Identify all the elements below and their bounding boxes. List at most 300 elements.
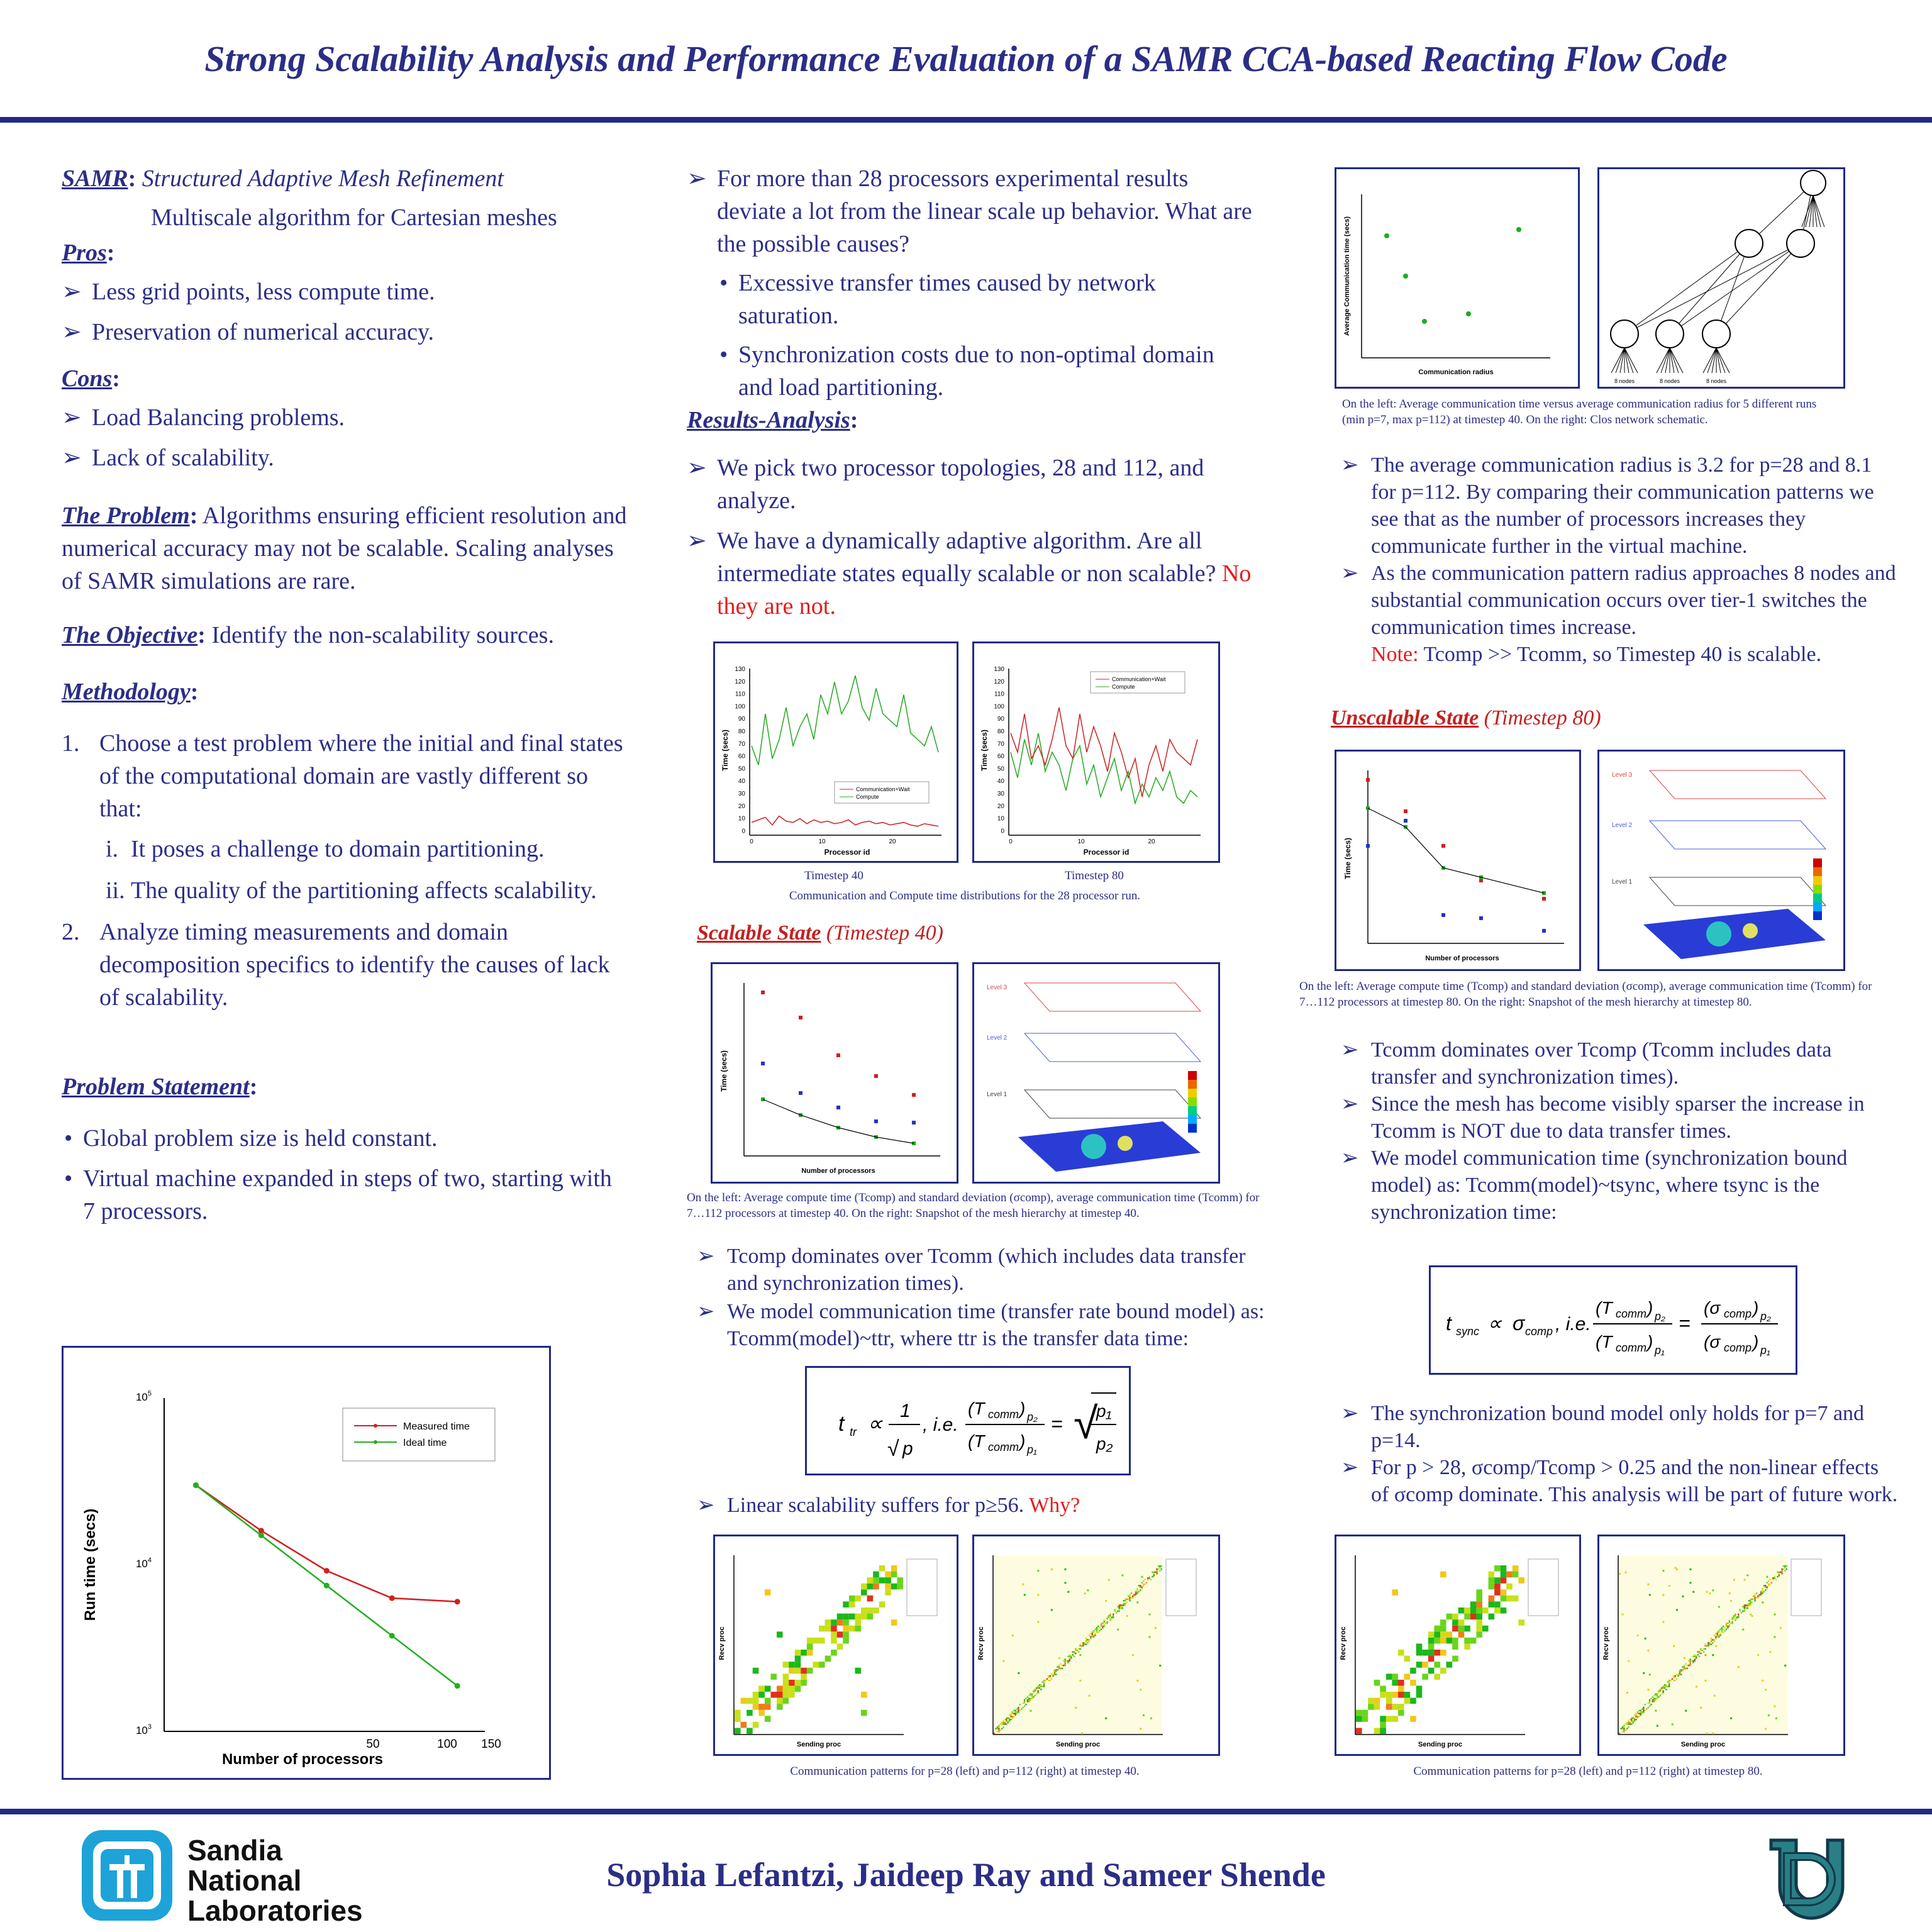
heatmap-cell [1434, 1650, 1440, 1656]
heatmap-cell [789, 1692, 795, 1698]
runtime-chart-svg [64, 1348, 549, 1778]
heatmap-cell [1697, 1654, 1698, 1655]
heatmap-cell [1649, 1706, 1650, 1707]
legend-label: Compute [1112, 684, 1135, 690]
heatmap-cell [1039, 1685, 1040, 1687]
page-title: Strong Scalability Analysis and Performance Evaluation of a SAMR CCA-based Reacting Flow Code [204, 38, 1728, 79]
heatmap-cell [753, 1722, 759, 1728]
legend-box [835, 782, 929, 803]
heatmap-cell [1035, 1690, 1036, 1692]
heatmap-cell [1019, 1704, 1021, 1705]
methodology-label: Methodology [62, 679, 191, 705]
heatmap-cell [801, 1650, 807, 1656]
heatmap-cell [1744, 1607, 1745, 1609]
heatmap-cell [1440, 1619, 1446, 1626]
heatmap-cell [1452, 1638, 1458, 1644]
heatmap-cell [1470, 1614, 1477, 1620]
heatmap-cell [1696, 1656, 1697, 1657]
heatmap-cell [1771, 1582, 1772, 1583]
heatmap-cell [1434, 1631, 1440, 1638]
y-tick-label: 30 [997, 791, 1004, 797]
heatmap-cell [1662, 1687, 1663, 1689]
heatmap-cell [1117, 1606, 1118, 1607]
heatmap-cell [1143, 1580, 1144, 1582]
heatmap-cell [1679, 1674, 1680, 1675]
heatmap-cell [1089, 1639, 1090, 1640]
heatmap-cell [1119, 1611, 1120, 1612]
svg-text:p₂: p₂ [1655, 1310, 1665, 1323]
heatmap-cell [770, 1674, 777, 1680]
heatmap-cell [758, 1685, 765, 1692]
heatmap-cell [753, 1692, 759, 1698]
heatmap-cell [1001, 1723, 1002, 1724]
heatmap-cell [1136, 1680, 1138, 1682]
heatmap-cell [1138, 1585, 1140, 1586]
heatmap-cell [1147, 1579, 1148, 1580]
heatmap-cell [867, 1584, 874, 1590]
heatmap-cell [1635, 1716, 1636, 1717]
heatmap-cell [1622, 1728, 1623, 1729]
heatmap-cell [1009, 1720, 1010, 1721]
heatmap-cell [1084, 1643, 1085, 1645]
heatmap-cell [1694, 1660, 1696, 1662]
x-tick-label: 0 [1009, 838, 1013, 845]
heatmap-cell [1113, 1615, 1114, 1616]
timestep80-label: Timestep 80 [1065, 869, 1124, 882]
heatmap-cell [1675, 1567, 1677, 1568]
heatmap-cell [1653, 1698, 1655, 1699]
x-tick-label: 0 [750, 838, 753, 845]
heatmap-cell [1094, 1633, 1096, 1635]
unscalable-mesh-snapshot [1597, 750, 1845, 971]
heatmap-cell [1668, 1585, 1670, 1587]
heatmap-cell [1362, 1716, 1368, 1722]
heatmap-cell [1745, 1607, 1746, 1609]
heatmap-cell [1703, 1651, 1704, 1652]
heatmap-cell [1037, 1687, 1038, 1689]
heatmap-cell [795, 1668, 801, 1674]
heatmap-cell [1476, 1626, 1482, 1632]
bottom-rule [0, 1809, 1932, 1814]
mesh-feature [1081, 1134, 1106, 1159]
heatmap-cell [1012, 1713, 1013, 1714]
heatmap-cell [1155, 1627, 1157, 1629]
heatmap-cell [1684, 1665, 1685, 1666]
y-tick-label: 80 [997, 728, 1004, 735]
right-fig2-caption: On the left: Average compute time (Tcomp) and standard deviation (σcomp), average communication time (Tcomm) for 7…112 processors at timestep 80. On the right: Snapshot of the mesh hierarchy at timestep 80. [1299, 980, 1872, 1009]
heatmap-cell [1120, 1607, 1121, 1609]
heatmap-cell [1054, 1672, 1055, 1674]
colorbar-cell [1188, 1115, 1197, 1124]
mesh-feature [1743, 923, 1758, 938]
pros-item: ➢ Less grid points, less compute time. [62, 275, 628, 308]
heatmap-cell [1672, 1678, 1673, 1679]
heatmap-cell [1069, 1654, 1070, 1655]
heatmap-cell [1104, 1619, 1105, 1621]
heatmap-cell [1096, 1629, 1097, 1630]
heatmap-cell [1662, 1570, 1664, 1572]
svg-text:): ) [1753, 1298, 1759, 1318]
heatmap-cell [1700, 1653, 1701, 1654]
heatmap-cell [1043, 1683, 1045, 1684]
heatmap-cell [1754, 1599, 1755, 1600]
heatmap-cell [1731, 1616, 1733, 1618]
heatmap-cell [1087, 1589, 1089, 1591]
scalable-label: Scalable State [697, 921, 821, 945]
heatmap-cell [1688, 1665, 1689, 1666]
heatmap-cell [795, 1680, 801, 1686]
heatmap-cell [1631, 1718, 1632, 1719]
heatmap-cell [1715, 1638, 1716, 1639]
svg-text:p₁: p₁ [1760, 1344, 1770, 1357]
heatmap-cell [998, 1731, 999, 1732]
heatmap-cell [1033, 1692, 1034, 1693]
heatmap-cell [1675, 1680, 1676, 1681]
heatmap-cell [1096, 1630, 1097, 1631]
heatmap-cell [1404, 1674, 1411, 1680]
heatmap-cell [1482, 1626, 1489, 1632]
x-tick-label: 20 [889, 838, 896, 845]
heatmap-legend [1528, 1559, 1558, 1616]
heatmap-cell [1694, 1658, 1696, 1660]
heatmap-cell [1040, 1684, 1041, 1685]
heatmap-cell [1126, 1599, 1128, 1600]
heatmap-cell [867, 1607, 874, 1614]
heatmap-cell [1410, 1668, 1416, 1674]
heatmap-cell [1386, 1698, 1392, 1704]
heatmap-cell [1380, 1716, 1386, 1722]
heatmap-cell [1136, 1589, 1138, 1591]
heatmap-cell [1772, 1579, 1774, 1580]
svg-text:): ) [1647, 1332, 1653, 1352]
heatmap-cell [777, 1685, 783, 1692]
heatmap-cell [1398, 1685, 1404, 1692]
heatmap-cell [789, 1668, 795, 1674]
x-tick-label: 50 [366, 1738, 380, 1751]
heatmap-cell [1060, 1663, 1061, 1665]
heatmap-cell [1002, 1726, 1004, 1728]
heatmap-cell [1031, 1696, 1033, 1697]
heatmap-cell [1035, 1689, 1036, 1690]
mesh-base [1018, 1121, 1201, 1172]
heatmap-cell [1513, 1596, 1519, 1602]
heatmap-cell [1051, 1609, 1053, 1611]
heatmap-cell [1470, 1607, 1477, 1614]
y-tick-label: 50 [997, 765, 1004, 773]
heatmap-cell [1123, 1603, 1124, 1604]
y-axis-label: Time (secs) [1343, 838, 1352, 879]
heatmap-cell [1129, 1600, 1130, 1601]
heatmap-cell [1635, 1719, 1636, 1720]
heatmap-cell [1039, 1687, 1040, 1689]
heatmap-cell [1092, 1633, 1093, 1635]
heatmap-cell [1356, 1710, 1362, 1716]
heatmap-cell [1645, 1710, 1646, 1711]
heatmap-cell [1658, 1690, 1659, 1692]
heatmap-cell [1012, 1718, 1013, 1719]
heatmap-cell [1042, 1681, 1043, 1682]
mesh-level [1650, 821, 1826, 849]
heatmap-cell [1763, 1585, 1765, 1586]
heatmap-cell [1657, 1695, 1658, 1696]
scalable-mesh-snapshot [972, 962, 1220, 1184]
heatmap-cell [1634, 1719, 1635, 1720]
heatmap-cell [1074, 1656, 1075, 1657]
heatmap-cell [1141, 1576, 1143, 1578]
y-tick-label: $10^5$ [135, 1390, 152, 1403]
heatmap-cell [1645, 1638, 1646, 1640]
heatmap-cell [1019, 1710, 1021, 1711]
heatmap-cell [1765, 1728, 1767, 1729]
heatmap-cell [1768, 1585, 1769, 1586]
heatmap-cell [1729, 1626, 1730, 1627]
heatmap-cell [1694, 1656, 1696, 1657]
heatmap-cell [1476, 1596, 1482, 1602]
heatmap-cell [1058, 1665, 1060, 1666]
heatmap-cell [1148, 1576, 1150, 1577]
heatmap-cell [1657, 1693, 1658, 1694]
data-point [799, 1091, 802, 1095]
heatmap-cell [1665, 1684, 1667, 1685]
heatmap-cell [1051, 1678, 1052, 1679]
heatmap-cell [1120, 1606, 1121, 1607]
heatmap-cell [758, 1710, 765, 1716]
heatmap-cell [1015, 1710, 1016, 1711]
samr-line: SAMR: Structured Adaptive Mesh Refinement [62, 165, 504, 192]
heatmap-cell [1687, 1665, 1688, 1666]
heatmap-cell [1027, 1701, 1028, 1702]
legend-ideal-label: Ideal time [403, 1438, 447, 1448]
heatmap-cell [1008, 1720, 1009, 1721]
heatmap-cell [1694, 1654, 1696, 1655]
heatmap-cell [789, 1680, 795, 1686]
heatmap-cell [1158, 1565, 1159, 1567]
heatmap-cell [1750, 1601, 1752, 1603]
heatmap-cell [1087, 1639, 1088, 1640]
heatmap-cell [1016, 1713, 1018, 1714]
heatmap-cell [1697, 1651, 1698, 1652]
heatmap-cell [1699, 1656, 1700, 1657]
heatmap-cell [1085, 1638, 1087, 1639]
heatmap-cell [1655, 1699, 1656, 1701]
heatmap-cell [1117, 1629, 1119, 1631]
svg-text:comm: comm [1616, 1307, 1646, 1320]
network-switch [1611, 320, 1638, 348]
heatmap-cell [1628, 1720, 1629, 1721]
heatmap-cell [855, 1619, 861, 1626]
heatmap-cell [1113, 1614, 1114, 1615]
svg-text:): ) [1019, 1399, 1026, 1418]
heatmap-cell [1673, 1680, 1674, 1681]
heatmap-cell [861, 1614, 867, 1620]
heatmap-cell [1673, 1677, 1674, 1678]
heatmap-cell [1765, 1585, 1766, 1586]
heatmap-cell [1092, 1636, 1093, 1637]
heatmap-cell [1638, 1716, 1640, 1717]
heatmap-cell [1380, 1685, 1386, 1692]
clos-network-schematic [1597, 167, 1845, 389]
heatmap-cell [1489, 1577, 1495, 1584]
heatmap-cell [1089, 1635, 1090, 1636]
heatmap-cell [1670, 1680, 1671, 1681]
heatmap-cell [1022, 1707, 1023, 1708]
heatmap-cell [873, 1572, 879, 1578]
heatmap-cell [885, 1577, 891, 1584]
heatmap-cell [1006, 1718, 1007, 1719]
heatmap-cell [1093, 1630, 1094, 1631]
heatmap-cell [1780, 1572, 1781, 1573]
heatmap-cell [747, 1728, 753, 1734]
heatmap-cell [1735, 1615, 1736, 1616]
heatmap-cell [1097, 1629, 1099, 1630]
heatmap-cell [861, 1589, 867, 1596]
heatmap-cell [1134, 1596, 1135, 1597]
heatmap-cell [1717, 1635, 1718, 1636]
heatmap-cell [1079, 1680, 1081, 1682]
heatmap-cell [795, 1685, 801, 1692]
heatmap-cell [1489, 1572, 1495, 1578]
heatmap-cell [1673, 1675, 1674, 1677]
svg-text:t: t [1446, 1312, 1452, 1335]
heatmap-cell [1392, 1692, 1398, 1698]
heatmap-cell [1489, 1596, 1495, 1602]
heatmap-cell [1000, 1723, 1001, 1724]
heatmap-cell [1665, 1689, 1667, 1690]
heatmap-cell [1739, 1611, 1740, 1612]
x-tick-label: 10 [1077, 838, 1085, 845]
heatmap-cell [1050, 1677, 1051, 1678]
colorbar-cell [1188, 1106, 1197, 1115]
heatmap-cell [1069, 1660, 1070, 1662]
node-label: 8 nodes [1659, 378, 1680, 384]
heatmap-cell [1452, 1626, 1458, 1632]
data-point [1404, 819, 1407, 823]
y-tick-label: 100 [994, 703, 1004, 711]
heatmap-cell [1004, 1723, 1006, 1724]
heatmap-cell [1101, 1626, 1102, 1627]
heatmap-cell [1042, 1685, 1043, 1687]
heatmap-cell [1132, 1596, 1133, 1597]
mesh-feature [1118, 1136, 1133, 1151]
heatmap-cell [1680, 1669, 1682, 1670]
heatmap-cell [1494, 1565, 1501, 1572]
heatmap-cell [1010, 1719, 1011, 1720]
heatmap-cell [1141, 1587, 1143, 1588]
y-tick-label: 80 [738, 728, 745, 735]
heatmap-cell [1028, 1701, 1030, 1702]
svg-text:comm: comm [988, 1441, 1019, 1453]
heatmap-cell [1718, 1631, 1719, 1633]
heatmap-cell [1653, 1699, 1655, 1701]
heatmap-cell [1069, 1658, 1070, 1660]
heatmap-cell [1748, 1603, 1750, 1604]
network-switch [1801, 170, 1826, 196]
heatmap-cell [1054, 1669, 1055, 1670]
heatmap-cell [1428, 1631, 1435, 1638]
heatmap-cell [1002, 1723, 1004, 1724]
heatmap-cell [1721, 1627, 1723, 1628]
svg-text:p₂: p₂ [1027, 1411, 1038, 1423]
heatmap-cell [1637, 1713, 1638, 1714]
heatmap-cell [1374, 1704, 1380, 1710]
heatmap-cell [1055, 1671, 1057, 1672]
heatmap-cell [1628, 1660, 1629, 1662]
heatmap-cell [1043, 1680, 1045, 1681]
heatmap-cell [1729, 1621, 1730, 1623]
heatmap-cell [765, 1589, 771, 1596]
heatmap-cell [1156, 1568, 1157, 1570]
heatmap-cell [1074, 1651, 1075, 1652]
heatmap-cell [879, 1601, 886, 1607]
heatmap-cell [1010, 1713, 1011, 1714]
heatmap-cell [1024, 1701, 1025, 1702]
heatmap-cell [1673, 1645, 1675, 1647]
heatmap-cell [1085, 1641, 1087, 1642]
heatmap-cell [1501, 1607, 1507, 1614]
heatmap-cell [1148, 1614, 1150, 1616]
heatmap-cell [1518, 1577, 1524, 1584]
network-link [1670, 348, 1679, 373]
heatmap-cell [997, 1731, 998, 1732]
heatmap-cell [1767, 1587, 1768, 1588]
heatmap-cell [1687, 1668, 1688, 1669]
middle-intro: ➢ For more than 28 processors experimental results deviate a lot from the linear scale up behavior. What are the possible causes? [687, 162, 1253, 260]
heatmap-cell [1622, 1731, 1623, 1732]
heatmap-cell [1757, 1597, 1758, 1598]
heatmap-cell [1140, 1587, 1141, 1588]
heatmap-cell [1706, 1733, 1708, 1735]
heatmap-cell [1018, 1707, 1019, 1708]
heatmap-cell [1501, 1565, 1507, 1572]
heatmap-cell [1446, 1662, 1453, 1668]
heatmap-cell [1078, 1651, 1079, 1652]
heatmap-cell [765, 1698, 771, 1704]
heatmap-cell [1132, 1654, 1134, 1656]
colorbar-cell [1188, 1124, 1197, 1133]
heatmap-cell [1724, 1630, 1726, 1631]
heatmap-cell [885, 1584, 891, 1590]
heatmap-cell [1146, 1582, 1147, 1583]
heatmap-cell [1109, 1614, 1111, 1615]
heatmap-cell [1037, 1685, 1038, 1687]
x-tick-label: 20 [1148, 838, 1155, 845]
heatmap-cell [1105, 1623, 1106, 1624]
sandia-text: National [187, 1864, 302, 1897]
heatmap-cell [1030, 1693, 1031, 1694]
data-point [1466, 311, 1471, 316]
heatmap-cell [1760, 1592, 1762, 1594]
heatmap-cell [1623, 1731, 1624, 1732]
heatmap-cell [849, 1596, 855, 1602]
heatmap-cell [1458, 1607, 1465, 1614]
heatmap-cell [1626, 1728, 1628, 1729]
y-tick-label: 10 [997, 815, 1004, 823]
heatmap-cell [1489, 1601, 1495, 1607]
right-bullet: ➢ For p > 28, σcomp/Tcomp > 0.25 and the non-linear effects of σcomp dominate. This analysis will be part of future work. [1341, 1454, 1901, 1508]
heatmap-cell [1662, 1594, 1664, 1596]
colorbar-cell [1188, 1071, 1197, 1080]
colorbar-cell [1813, 876, 1822, 885]
heatmap-cell [1756, 1597, 1757, 1598]
heatmap-cell [1392, 1589, 1398, 1596]
heatmap-cell [1099, 1627, 1101, 1628]
heatmap-cell [1037, 1570, 1039, 1572]
heatmap-cell [1742, 1606, 1743, 1607]
data-point [874, 1119, 878, 1123]
heatmap-cell [1156, 1573, 1157, 1574]
heatmap-cell [1006, 1719, 1007, 1720]
heatmap-cell [1018, 1708, 1019, 1709]
